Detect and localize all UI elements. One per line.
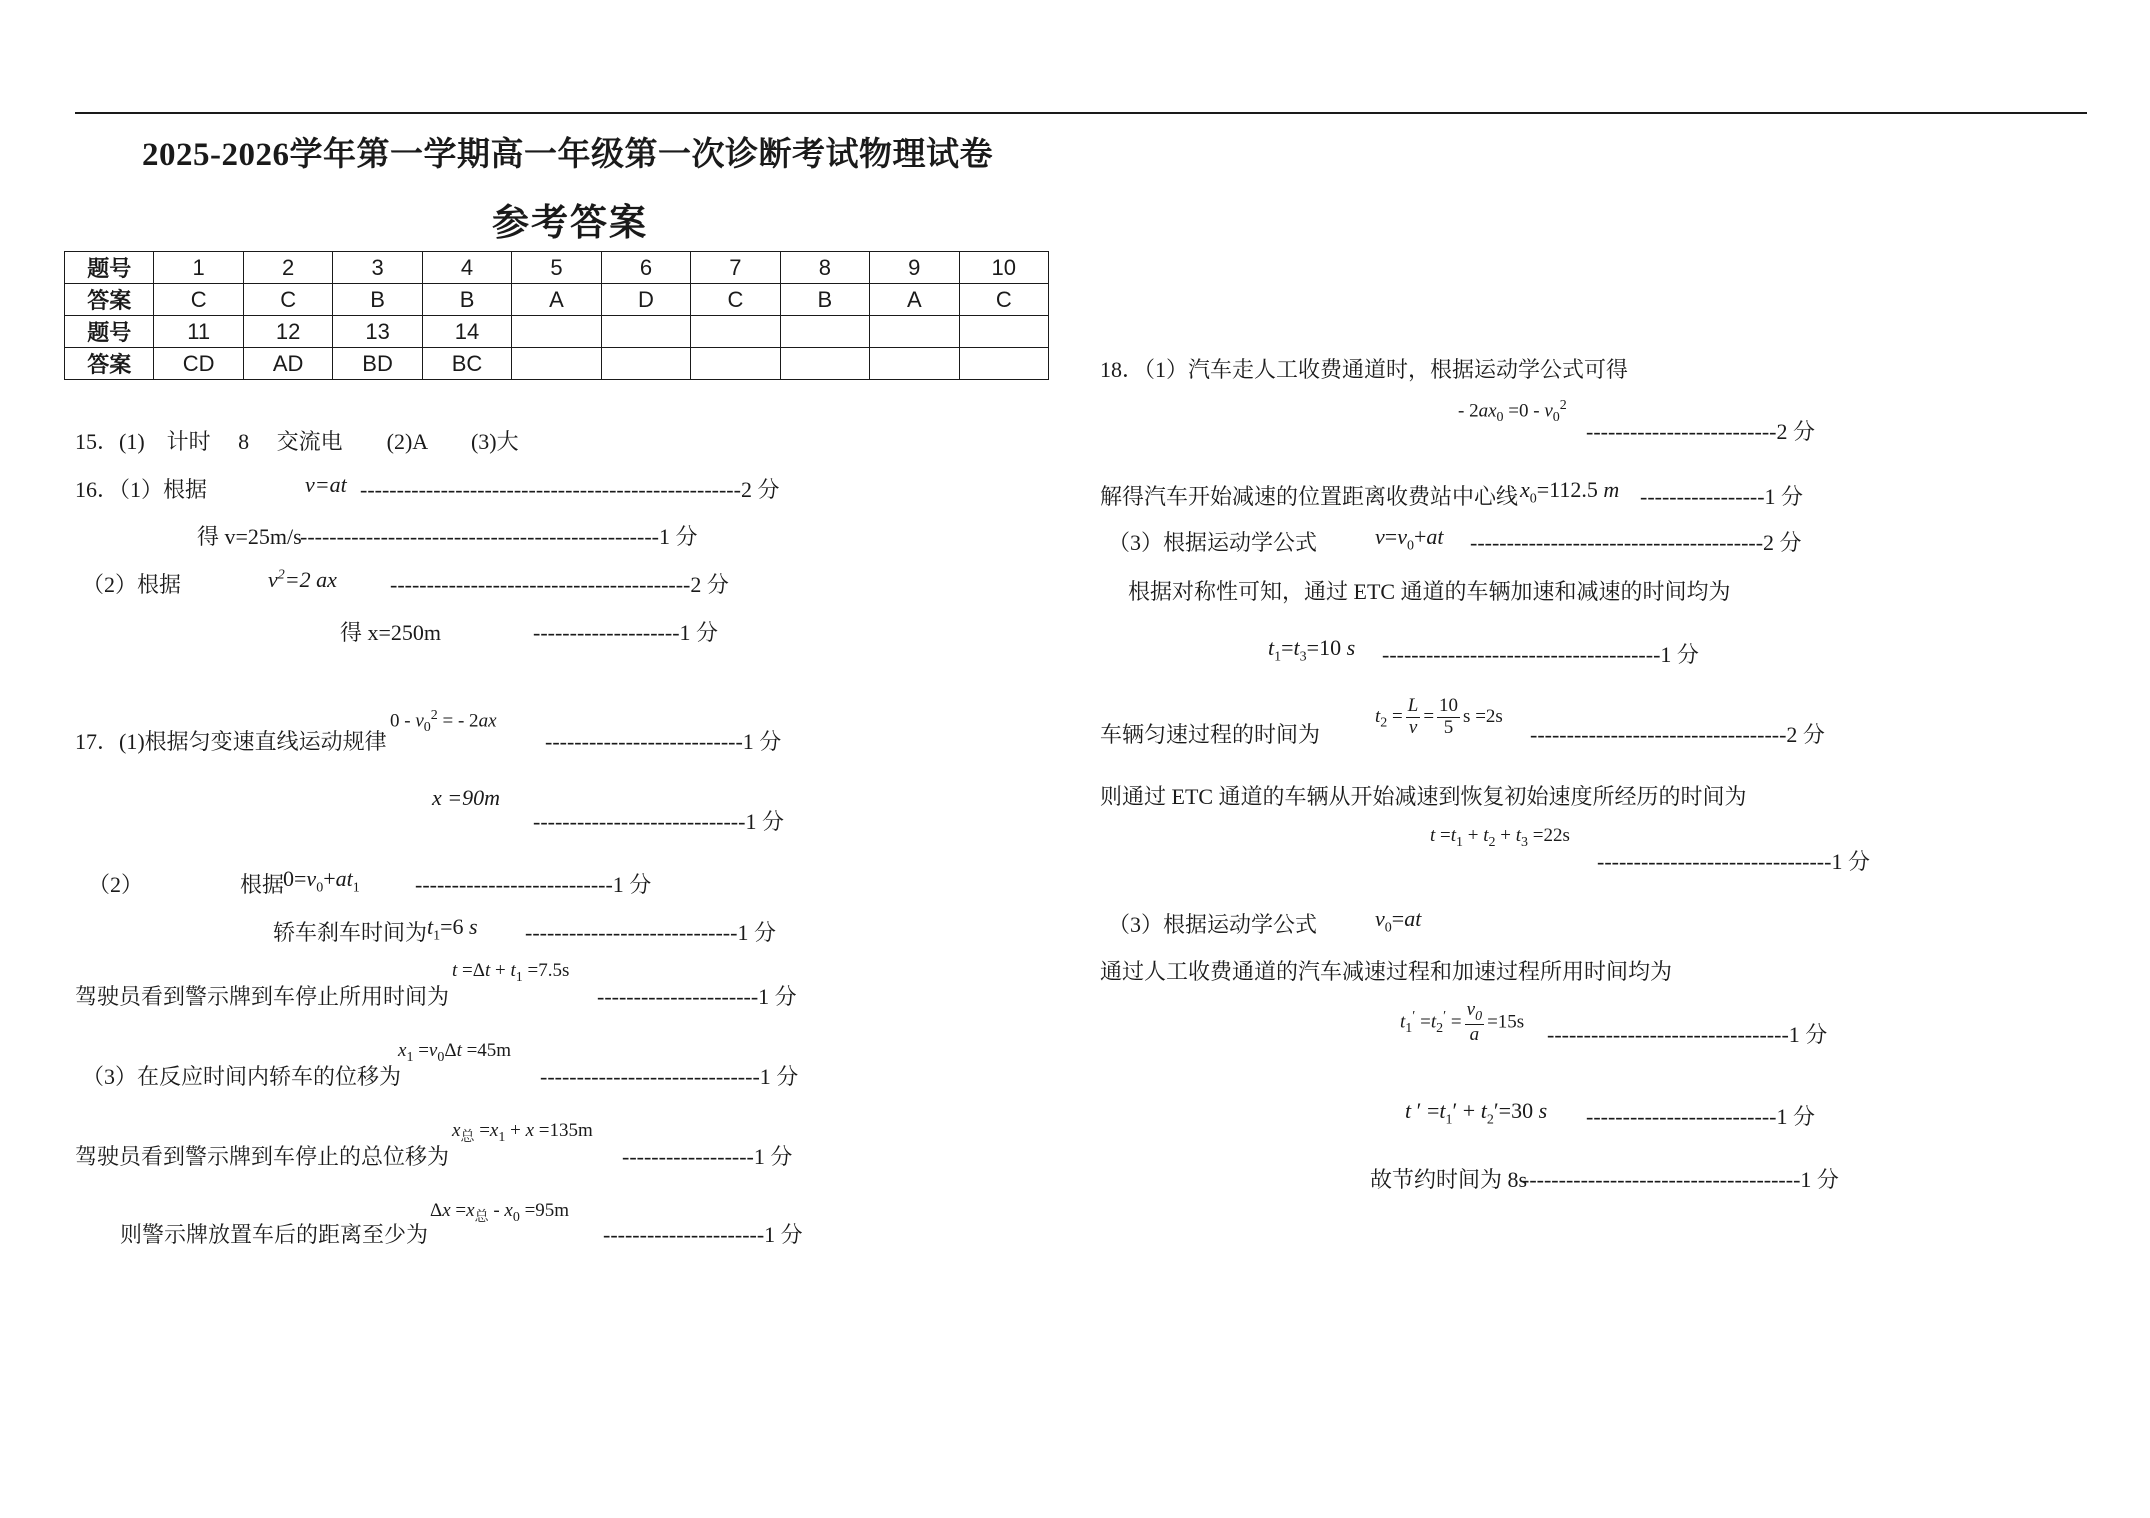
table-cell: B <box>780 284 869 316</box>
table-cell: CD <box>154 348 243 380</box>
q17-score: -----------------------------1 分 <box>525 920 776 945</box>
q17-formula-3: $0=v_0+at_1$ <box>283 866 360 896</box>
q17-score: ------------------------------1 分 <box>540 1064 799 1089</box>
page-subtitle: 参考答案 <box>492 203 648 244</box>
q18-text: 根据对称性可知，通过 ETC 通道的车辆加速和减速的时间均为 <box>1128 579 1731 604</box>
table-cell: 11 <box>154 316 243 348</box>
table-cell: AD <box>243 348 332 380</box>
table-cell: B <box>333 284 422 316</box>
table-row <box>65 348 1049 380</box>
table-cell: C <box>243 284 332 316</box>
q17-formula-6: $x_1 =v_0\Delta t =45m$ <box>398 1040 512 1065</box>
q18-formula-2: $x_0=112.5$ m <box>1520 477 1620 507</box>
q18-text: 解得汽车开始减速的位置距离收费站中心线 <box>1100 484 1519 509</box>
q18-text: 通过人工收费通道的汽车减速过程和加速过程所用时间均为 <box>1100 959 1673 984</box>
q16-result-v: 得 v=25m/s <box>197 524 302 549</box>
q17-text: 轿车刹车时间为 <box>273 920 428 945</box>
q18-formula-3: $v=v_0+at$ <box>1375 524 1444 554</box>
table-cell: 10 <box>959 252 1048 284</box>
q17-text: （3）在反应时间内轿车的位移为 <box>82 1064 402 1089</box>
q17-formula-7: $x_总 =x_1 + x =135m$ <box>452 1120 593 1145</box>
table-row <box>65 252 1049 284</box>
table-cell: 6 <box>601 252 690 284</box>
q17-score: ----------------------1 分 <box>603 1222 803 1247</box>
q16-score: -------------------------------------------------1 分 <box>300 524 698 549</box>
table-cell: C <box>691 284 780 316</box>
table-cell <box>512 348 601 380</box>
table-cell: 8 <box>780 252 869 284</box>
table-cell: 1 <box>154 252 243 284</box>
q18-formula-7: $v_0=at$ <box>1375 906 1422 936</box>
q18-score: --------------------------------1 分 <box>1597 849 1870 874</box>
table-cell: D <box>601 284 690 316</box>
q17-score: -----------------------------1 分 <box>533 809 784 834</box>
q18-score: --------------------------------------1 分 <box>1382 642 1699 667</box>
top-rule <box>75 112 2087 114</box>
table-cell <box>870 316 959 348</box>
table-cell <box>959 316 1048 348</box>
q17-formula-1: $0 - v_0^2$ = - 2ax <box>390 708 497 736</box>
table-cell: 题号 <box>65 316 154 348</box>
q17-text: 则警示牌放置车后的距离至少为 <box>120 1222 429 1247</box>
q18-score: -----------------1 分 <box>1640 484 1804 509</box>
page-title: 2025-2026学年第一学期高一年级第一次诊断考试物理试卷 <box>142 137 993 173</box>
q18-score: ---------------------------------1 分 <box>1547 1022 1828 1047</box>
q17-score: ---------------------------1 分 <box>415 872 652 897</box>
q18-text: 故节约时间为 8s <box>1370 1167 1528 1192</box>
q18-score: --------------------------------------1 分 <box>1522 1167 1839 1192</box>
table-row <box>65 316 1049 348</box>
q17-score: ----------------------1 分 <box>597 984 797 1009</box>
table-cell: 9 <box>870 252 959 284</box>
q17-score: ------------------1 分 <box>622 1144 793 1169</box>
table-cell <box>780 348 869 380</box>
q18-label: （3）根据运动学公式 <box>1108 530 1318 555</box>
table-cell <box>691 348 780 380</box>
q18-text: 车辆匀速过程的时间为 <box>1100 722 1321 747</box>
q16-result-x: 得 x=250m <box>340 620 442 645</box>
q16-score: -----------------------------------------2 分 <box>390 572 729 597</box>
q18-formula-9: t ′ $=t_1' + t_2'=30$ s <box>1405 1098 1548 1128</box>
table-cell: 5 <box>512 252 601 284</box>
q15-answer: 15．(1) 计时 8 交流电 (2)A (3)大 <box>75 429 519 454</box>
q18-score: --------------------------2 分 <box>1586 419 1815 444</box>
table-cell <box>691 316 780 348</box>
q17-formula-8: $\Delta x =x_总 - x_0 =95m$ <box>430 1200 570 1225</box>
q18-formula-6: $t =t_1 + t_2 + t_3 =22s$ <box>1430 825 1570 850</box>
table-cell: 13 <box>333 316 422 348</box>
table-cell: BC <box>422 348 511 380</box>
table-row <box>65 284 1049 316</box>
q18-score: ----------------------------------------2 分 <box>1470 530 1802 555</box>
table-cell: 2 <box>243 252 332 284</box>
q18-label: （3）根据运动学公式 <box>1108 912 1318 937</box>
table-cell: 3 <box>333 252 422 284</box>
q18-score: --------------------------1 分 <box>1586 1104 1815 1129</box>
table-cell <box>601 348 690 380</box>
q18-text: 则通过 ETC 通道的车辆从开始减速到恢复初始速度所经历的时间为 <box>1100 784 1747 809</box>
q17-label: 17．(1)根据匀变速直线运动规律 <box>75 729 387 754</box>
table-cell <box>870 348 959 380</box>
q17-formula-2: x =90m <box>432 785 500 810</box>
table-cell: 4 <box>422 252 511 284</box>
q18-text: 18．（1）汽车走人工收费通道时，根据运动学公式可得 <box>1100 357 1629 382</box>
q17-label: （2） <box>88 872 144 897</box>
q17-text: 根据 <box>240 872 285 897</box>
q17-formula-5: $t =\Delta t + t_1 =7.5s$ <box>452 960 570 985</box>
table-cell: 答案 <box>65 348 154 380</box>
table-cell <box>959 348 1048 380</box>
q18-formula-4: $t_1=t_3=10$ s <box>1268 635 1356 665</box>
table-cell: A <box>870 284 959 316</box>
table-cell: C <box>959 284 1048 316</box>
table-cell <box>601 316 690 348</box>
table-cell: A <box>512 284 601 316</box>
table-cell: 答案 <box>65 284 154 316</box>
q18-score: -----------------------------------2 分 <box>1530 722 1825 747</box>
q16-formula-v2: $v^2=2$ ax <box>268 567 337 592</box>
table-cell: 12 <box>243 316 332 348</box>
q16-formula-v: v=at <box>305 472 347 497</box>
q16-score: ----------------------------------------------------2 分 <box>360 477 780 502</box>
table-cell: B <box>422 284 511 316</box>
table-cell: 7 <box>691 252 780 284</box>
q18-formula-5: $t_2$ = $\frac{L}{v}$ = $\frac{10}{5}$ s =2s <box>1375 695 1503 738</box>
table-cell <box>512 316 601 348</box>
q16-label: （2）根据 <box>82 572 182 597</box>
q17-text: 驾驶员看到警示牌到车停止的总位移为 <box>75 1144 450 1169</box>
q16-label: 16．（1）根据 <box>75 477 208 502</box>
table-cell: BD <box>333 348 422 380</box>
q16-score: --------------------1 分 <box>533 620 719 645</box>
answer-table <box>64 251 1049 380</box>
q17-text: 驾驶员看到警示牌到车停止所用时间为 <box>75 984 450 1009</box>
q18-formula-8: $t_1' =t_2'$ = $\frac{v_0}{a}$ =15s <box>1400 999 1525 1046</box>
table-cell: 14 <box>422 316 511 348</box>
q17-formula-4: $t_1=6$ s <box>427 914 478 944</box>
table-cell <box>780 316 869 348</box>
table-cell: 题号 <box>65 252 154 284</box>
q18-formula-1: - $2ax_0 =0 - v_0^2$ <box>1458 398 1567 426</box>
q17-score: ---------------------------1 分 <box>545 729 782 754</box>
table-cell: C <box>154 284 243 316</box>
